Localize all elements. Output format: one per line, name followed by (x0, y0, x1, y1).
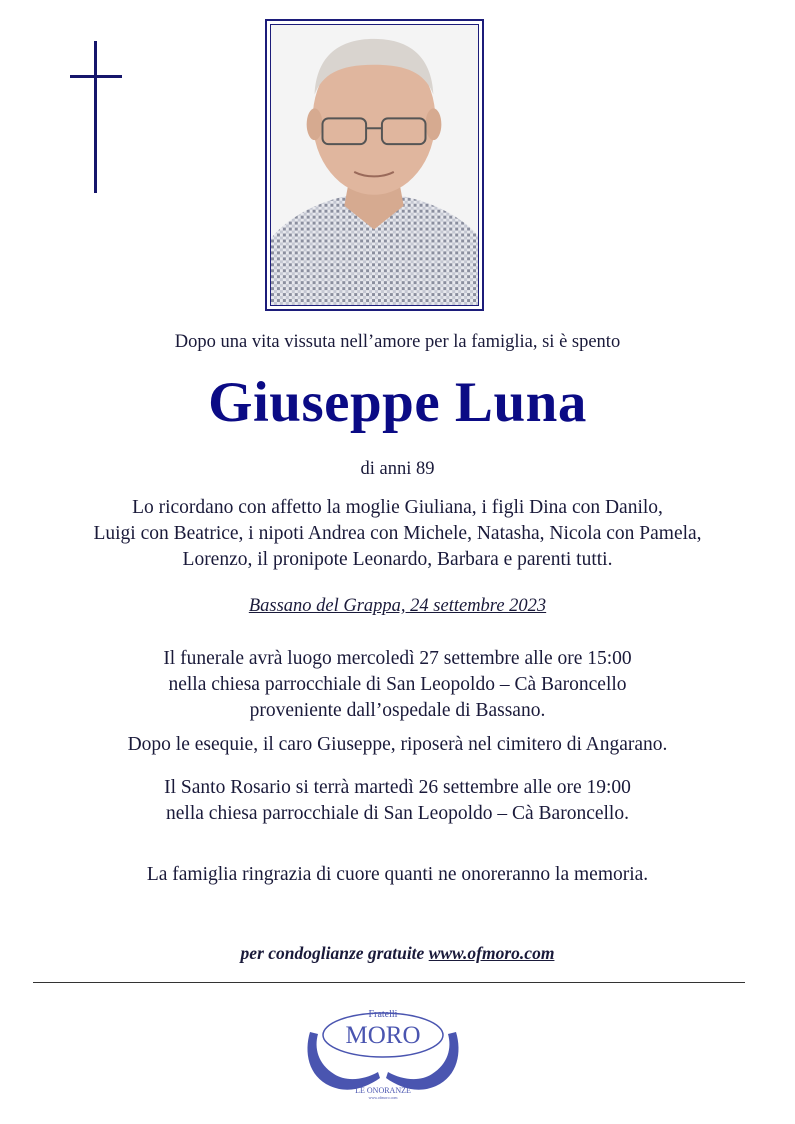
logo-name: MORO (345, 1022, 421, 1049)
praying-hands-logo (300, 1002, 466, 1100)
logo-tagline: www.ofmoro.com (368, 1095, 398, 1100)
rosary-line: Il Santo Rosario si terrà martedì 26 settembre alle ore 19:00 (164, 777, 631, 798)
mourners-line: Luigi con Beatrice, i nipoti Andrea con Michele, Natasha, Nicola con Pamela, (93, 523, 702, 544)
portrait-photo (265, 19, 484, 311)
cross-icon (70, 41, 122, 193)
funeral-line: nella chiesa parrocchiale di San Leopoldo – Cà Baroncello (168, 674, 627, 695)
funeral-line: Il funerale avrà luogo mercoledì 27 settembre alle ore 15:00 (163, 648, 632, 669)
mourners-line: Lorenzo, il pronipote Leonardo, Barbara e parenti tutti. (182, 549, 613, 570)
divider (33, 982, 745, 983)
place-date: Bassano del Grappa, 24 settembre 2023 (248, 596, 547, 616)
age-text: di anni 89 (360, 459, 435, 479)
mourners-line: Lo ricordano con affetto la moglie Giuliana, i figli Dina con Danilo, (132, 497, 663, 518)
logo-bottom: LE ONORANZE (355, 1086, 411, 1095)
rosary-line: nella chiesa parrocchiale di San Leopoldo – Cà Baroncello. (166, 803, 629, 824)
condolences-text: per condoglianze gratuite www.ofmoro.com (240, 943, 555, 963)
condolences-link[interactable]: www.ofmoro.com (428, 943, 555, 963)
burial-text: Dopo le esequie, il caro Giuseppe, riposerà nel cimitero di Angarano. (127, 734, 668, 755)
deceased-name: Giuseppe Luna (208, 371, 587, 434)
intro-text: Dopo una vita vissuta nell’amore per la famiglia, si è spento (174, 332, 621, 352)
thanks-text: La famiglia ringrazia di cuore quanti ne onoreranno la memoria. (146, 864, 649, 885)
logo-top: Fratelli (368, 1009, 398, 1020)
funeral-line: proveniente dall’ospedale di Bassano. (249, 700, 546, 721)
